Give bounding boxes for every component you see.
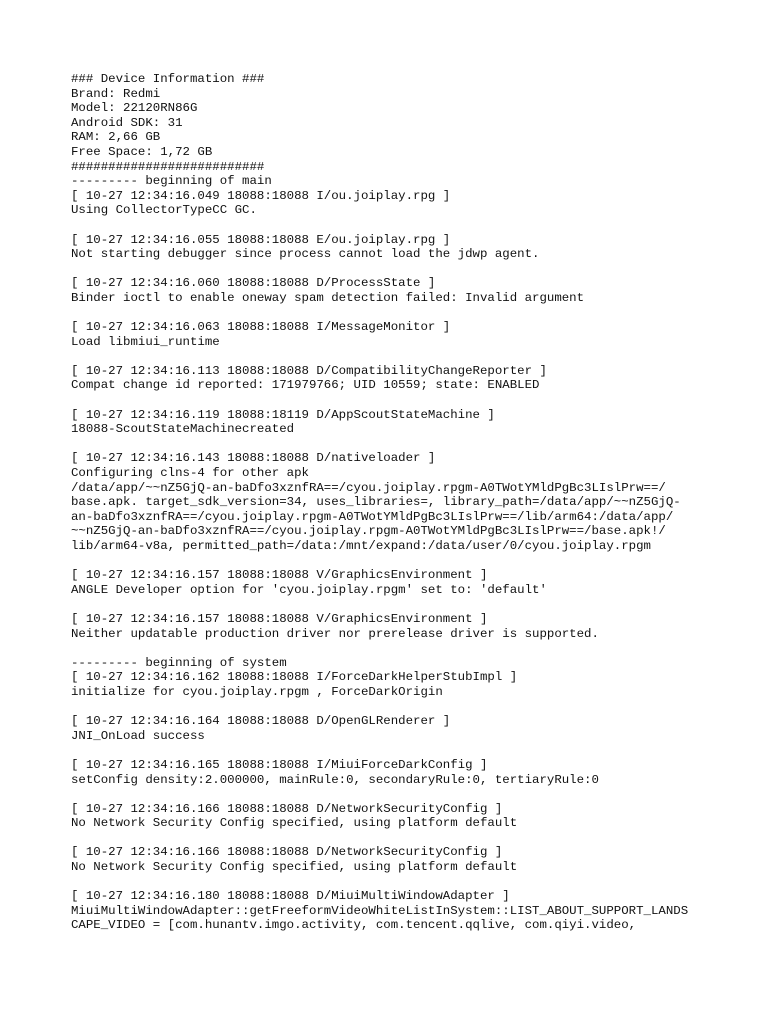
spacer [71,700,731,715]
log-entry-message: Using CollectorTypeCC GC. [71,203,257,218]
device-free-space: Free Space: 1,72 GB [71,144,213,159]
log-entry [71,612,731,641]
log-document [71,72,731,933]
device-info-block [71,72,731,174]
spacer [71,218,731,233]
log-entry-message: Binder ioctl to enable oneway spam detection failed: Invalid argument [71,290,585,305]
device-info-header: ### Device Information ### [71,72,265,86]
log-entry [71,568,731,597]
log-entry-message: CAPE_VIDEO = [com.hunantv.imgo.activity, com.tencent.qqlive, com.qiyi.video, [71,918,637,933]
log-entry-header: [ 10-27 12:34:16.164 18088:18088 D/OpenGLRenderer ] [71,714,451,729]
log-entry-header: [ 10-27 12:34:16.060 18088:18088 D/ProcessState ] [71,276,436,291]
spacer [71,597,731,612]
log-entry-header: [ 10-27 12:34:16.055 18088:18088 E/ou.joiplay.rpg ] [71,232,451,247]
log-entry-message: an-baDfo3xznfRA==/cyou.joiplay.rpgm-A0TWotYMldPgBc3LIslPrw==/lib/arm64:/data/app/ [71,509,674,524]
log-entry-message: No Network Security Config specified, using platform default [71,860,518,875]
spacer [71,787,731,802]
log-entry [71,408,731,437]
log-entry-message: 18088-ScoutStateMachinecreated [71,422,295,437]
spacer [71,641,731,656]
log-entry [71,276,731,305]
log-entry-message: No Network Security Config specified, using platform default [71,816,518,831]
log-entry-message: setConfig density:2.000000, mainRule:0, secondaryRule:0, tertiaryRule:0 [71,772,599,787]
log-entry-message: ANGLE Developer option for 'cyou.joiplay.rpgm' set to: 'default' [71,582,547,597]
spacer [71,349,731,364]
log-entry-header: [ 10-27 12:34:16.157 18088:18088 V/GraphicsEnvironment ] [71,611,488,626]
log-entry-header: [ 10-27 12:34:16.166 18088:18088 D/NetworkSecurityConfig ] [71,801,503,816]
spacer [71,875,731,890]
spacer [71,554,731,569]
log-entry [71,451,731,553]
log-entry [71,802,731,831]
spacer [71,306,731,321]
spacer [71,831,731,846]
log-entry-message: /data/app/~~nZ5GjQ-an-baDfo3xznfRA==/cyou.joiplay.rpgm-A0TWotYMldPgBc3LIslPrw==/ [71,480,666,495]
log-entry-header: [ 10-27 12:34:16.165 18088:18088 I/MiuiForceDarkConfig ] [71,757,488,772]
log-entry-header: [ 10-27 12:34:16.119 18088:18119 D/AppScoutStateMachine ] [71,407,495,422]
log-entry [71,320,731,349]
main-log-section [71,174,731,656]
section-title-system: --------- beginning of system [71,655,287,670]
log-entry [71,189,731,218]
log-entry-message: Configuring clns-4 for other apk [71,466,309,481]
log-entry-message: JNI_OnLoad success [71,728,205,743]
log-entry-message: ~~nZ5GjQ-an-baDfo3xznfRA==/cyou.joiplay.rpgm-A0TWotYMldPgBc3LIslPrw==/base.apk!/ [71,524,666,539]
system-log-section [71,656,731,933]
log-entry-header: [ 10-27 12:34:16.157 18088:18088 V/GraphicsEnvironment ] [71,568,488,583]
log-entry [71,670,731,699]
spacer [71,437,731,452]
log-entry-header: [ 10-27 12:34:16.063 18088:18088 I/MessageMonitor ] [71,320,451,335]
log-entry-header: [ 10-27 12:34:16.166 18088:18088 D/NetworkSecurityConfig ] [71,845,503,860]
log-entry-message: Compat change id reported: 171979766; UID 10559; state: ENABLED [71,378,540,393]
log-entry [71,758,731,787]
log-entry-header: [ 10-27 12:34:16.180 18088:18088 D/MiuiMultiWindowAdapter ] [71,889,510,904]
log-entry-message: base.apk. target_sdk_version=34, uses_libraries=, library_path=/data/app/~~nZ5GjQ- [71,495,681,510]
log-entry-message: Load libmiui_runtime [71,334,220,349]
log-entry [71,845,731,874]
device-ram: RAM: 2,66 GB [71,130,161,145]
log-entry-message: initialize for cyou.joiplay.rpgm , ForceDarkOrigin [71,684,443,699]
log-entry-message: MiuiMultiWindowAdapter::getFreeformVideoWhiteListInSystem::LIST_ABOUT_SUPPORT_LANDS [71,903,689,918]
spacer [71,393,731,408]
log-entry-message: Neither updatable production driver nor prerelease driver is supported. [71,626,599,641]
log-entry [71,364,731,393]
section-title-main: --------- beginning of main [71,174,272,189]
device-brand: Brand: Redmi [71,86,161,101]
log-entry-header: [ 10-27 12:34:16.113 18088:18088 D/CompatibilityChangeReporter ] [71,363,547,378]
device-model: Model: 22120RN86G [71,101,198,116]
device-android-sdk: Android SDK: 31 [71,115,183,130]
log-entry-header: [ 10-27 12:34:16.162 18088:18088 I/ForceDarkHelperStubImpl ] [71,670,518,685]
log-entry-header: [ 10-27 12:34:16.049 18088:18088 I/ou.joiplay.rpg ] [71,188,451,203]
log-entry-header: [ 10-27 12:34:16.143 18088:18088 D/nativeloader ] [71,451,436,466]
spacer [71,743,731,758]
log-entry [71,889,731,933]
log-entry [71,233,731,262]
device-info-separator: ########################## [71,159,265,174]
log-entry [71,714,731,743]
log-entry-message: Not starting debugger since process cannot load the jdwp agent. [71,247,540,262]
log-entry-message: lib/arm64-v8a, permitted_path=/data:/mnt/expand:/data/user/0/cyou.joiplay.rpgm [71,539,651,553]
spacer [71,262,731,277]
